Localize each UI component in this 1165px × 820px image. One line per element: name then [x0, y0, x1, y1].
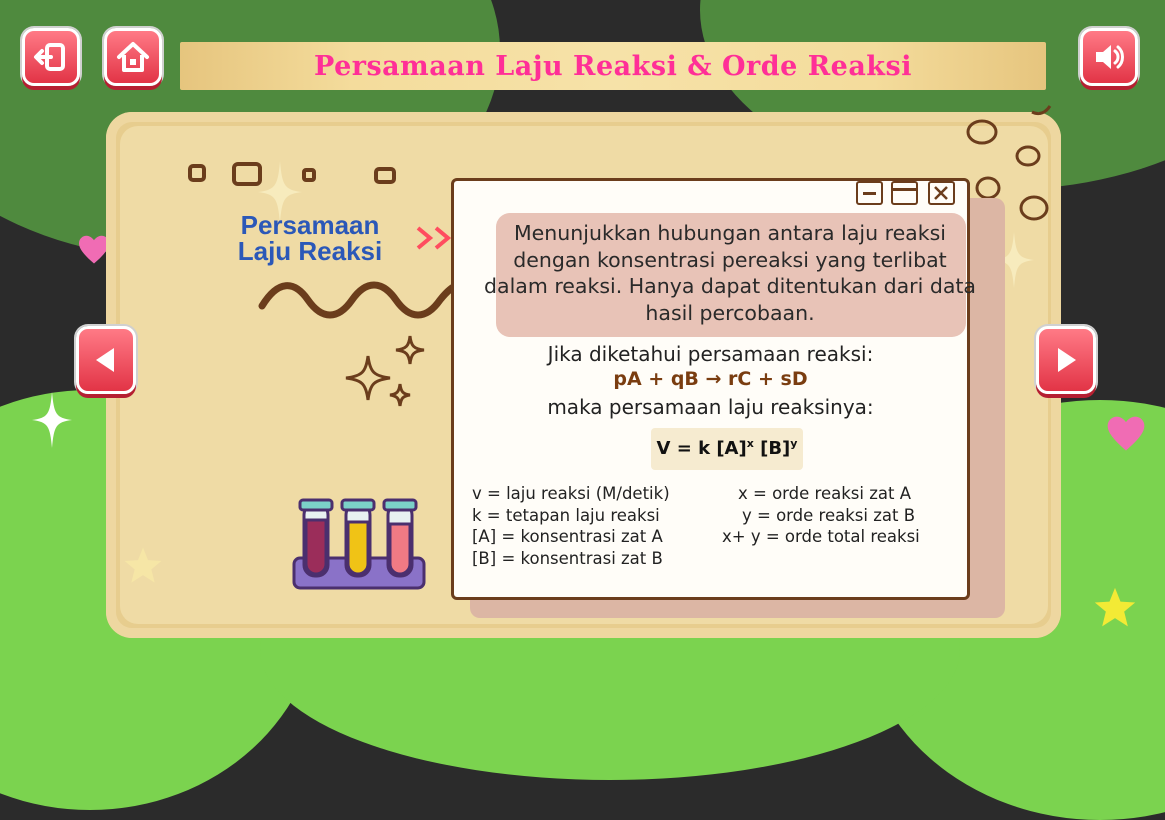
legend-item: v = laju reaksi (M/detik) [472, 484, 670, 503]
home-button[interactable] [104, 28, 162, 86]
side-title-line1: Persamaan [240, 210, 380, 240]
title-banner [180, 42, 1046, 90]
rate-law-mid: [B] [753, 438, 791, 459]
next-button[interactable] [1036, 326, 1096, 394]
side-title [215, 212, 405, 264]
test-tubes-icon [292, 498, 426, 592]
legend-item: x = orde reaksi zat A [738, 484, 911, 503]
window-maximize-button[interactable] [891, 181, 918, 205]
sparkles-outline [342, 332, 434, 416]
exit-button[interactable] [22, 28, 80, 86]
arrow-left-icon [88, 342, 124, 378]
sparkle-icon [32, 392, 72, 448]
legend-left [472, 483, 670, 569]
arrow-right-icon [1048, 342, 1084, 378]
window-minimize-button[interactable] [856, 181, 883, 205]
equation-after: maka persamaan laju reaksinya: [547, 395, 874, 419]
legend-item: y = orde reaksi zat B [742, 505, 916, 525]
heart-icon [1104, 412, 1148, 456]
legend-item: k = tetapan laju reaksi [472, 505, 660, 525]
rate-law [651, 437, 803, 459]
reaction-equation: pA + qB → rC + sD [613, 368, 808, 390]
sound-button[interactable] [1080, 28, 1138, 86]
star-icon [122, 546, 164, 586]
wave-decoration [258, 270, 458, 330]
legend-item: [A] = konsentrasi zat A [472, 527, 663, 546]
previous-button[interactable] [76, 326, 136, 394]
exit-icon [33, 39, 69, 75]
page-title: Persamaan Laju Reaksi & Orde Reaksi [314, 50, 912, 82]
description-text: Menunjukkan hubungan antara laju reaksi dengan konsentrasi pereaksi yang terlibat dalam reaksi. Hanya dapat ditentukan dari data hasil percobaan. [484, 221, 976, 325]
rate-law-main: V = k [A] [656, 438, 747, 459]
legend-item: [B] = konsentrasi zat B [472, 548, 663, 568]
home-icon [115, 39, 151, 75]
legend-right [722, 483, 920, 548]
star-icon [1092, 586, 1138, 630]
speaker-icon [1091, 39, 1127, 75]
window-close-button[interactable] [928, 181, 955, 205]
legend-item: x+ y = orde total reaksi [722, 527, 920, 546]
side-title-line2: Laju Reaksi [237, 236, 383, 266]
rate-law-exp-y: y [790, 437, 798, 450]
rate-law-exp-x: x [746, 437, 754, 450]
equation-lead: Jika diketahui persamaan reaksi: [547, 342, 874, 366]
